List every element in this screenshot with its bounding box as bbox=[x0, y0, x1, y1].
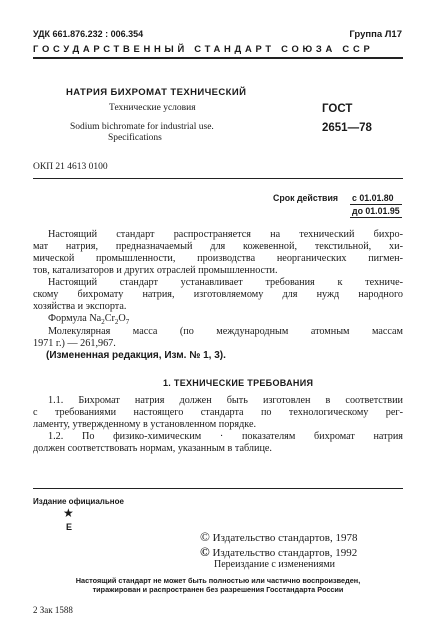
rights-notice-line1: Настоящий стандарт не может быть полностью или частично воспроизведен, bbox=[75, 576, 361, 585]
p11-line3: ламенту, утвержденному в установленном порядке. bbox=[33, 419, 257, 430]
validity-from: с 01.01.80 bbox=[352, 193, 394, 203]
okp-rule bbox=[33, 178, 403, 179]
intro-p2-line1: Настоящий стандарт устанавливает требования к техниче- bbox=[48, 277, 403, 288]
okp-code: ОКП 21 4613 0100 bbox=[33, 162, 108, 172]
footer-rule bbox=[33, 488, 403, 489]
copyright-icon: © bbox=[200, 544, 210, 559]
document-subtitle: Технические условия bbox=[109, 103, 196, 113]
rights-notice-line2: тиражирован и распространен без разрешения Госстандарта России bbox=[92, 585, 344, 594]
amended-note: (Измененная редакция, Изм. № 1, 3). bbox=[46, 350, 226, 361]
formula-label: Формула bbox=[48, 313, 90, 324]
edition-letter: E bbox=[66, 522, 73, 532]
validity-to: до 01.01.95 bbox=[352, 206, 400, 216]
formula-cr-sub: 2 bbox=[114, 318, 119, 327]
gost-number: 2651—78 bbox=[322, 122, 372, 134]
p12-line2: должен соответствовать нормам, указанным в таблице. bbox=[33, 443, 272, 454]
formula-cr: Cr bbox=[104, 313, 115, 324]
p12-line1: 1.2. По физико-химическим · показателям бихромат натрия bbox=[48, 431, 403, 442]
mass-line1: Молекулярная масса (по международным атомным массам bbox=[48, 326, 403, 337]
intro-p1-line4: тов, катализаторов и других отраслей промышленности. bbox=[33, 265, 278, 276]
formula-o: O bbox=[118, 313, 126, 324]
star-icon: ★ bbox=[63, 506, 74, 520]
group-label: Группа Л17 bbox=[349, 29, 402, 40]
udc-code: УДК 661.876.232 : 006.354 bbox=[33, 29, 144, 39]
intro-p1-line2: мат натрия, предназначаемый для кожевенной, текстильной, хи- bbox=[33, 241, 403, 252]
copyright-icon: © bbox=[200, 529, 210, 544]
gost-label: ГОСТ bbox=[322, 103, 353, 115]
print-order: 2 Зак 1588 bbox=[33, 605, 73, 615]
intro-p2-line2: скому бихромату натрия, изготовляемому для нужд народного bbox=[33, 289, 403, 300]
section-heading: 1. ТЕХНИЧЕСКИЕ ТРЕБОВАНИЯ bbox=[163, 378, 314, 388]
copyright-1992 bbox=[200, 544, 357, 560]
header-rule bbox=[33, 57, 403, 59]
copyright-1978-text: Издательство стандартов, 1978 bbox=[212, 532, 358, 544]
copyright-1992-text: Издательство стандартов, 1992 bbox=[212, 547, 358, 559]
validity-label: Срок действия bbox=[273, 193, 338, 203]
intro-p1-line3: мической промышленности, производства неорганических пигмен- bbox=[33, 253, 403, 264]
official-edition: Издание официальное bbox=[33, 497, 124, 506]
state-standard-banner: ГОСУДАРСТВЕННЫЙ СТАНДАРТ СОЮЗА ССР bbox=[33, 43, 374, 54]
reprint-note: Переиздание с изменениями bbox=[214, 559, 336, 570]
formula-na-sub: 2 bbox=[101, 318, 105, 327]
p11-line2: с требованиями настоящего стандарта по технологическому рег- bbox=[33, 407, 403, 418]
document-title: НАТРИЯ БИХРОМАТ ТЕХНИЧЕСКИЙ bbox=[66, 87, 247, 98]
english-title-line2: Specifications bbox=[108, 133, 162, 143]
validity-rule bbox=[350, 204, 402, 205]
intro-p2-line3: хозяйства и экспорта. bbox=[33, 301, 127, 312]
intro-p1-line1: Настоящий стандарт распространяется на технический бихро- bbox=[48, 229, 403, 240]
formula-na: Na bbox=[89, 313, 102, 324]
validity-rule-bottom bbox=[350, 217, 402, 218]
english-title-line1: Sodium bichromate for industrial use. bbox=[70, 122, 214, 132]
p11-line1: 1.1. Бихромат натрия должен быть изготовлен в соответствии bbox=[48, 395, 403, 406]
copyright-1978 bbox=[200, 529, 357, 545]
mass-line2: 1971 г.) — 261,967. bbox=[33, 338, 116, 349]
formula-o-sub: 7 bbox=[125, 318, 130, 327]
